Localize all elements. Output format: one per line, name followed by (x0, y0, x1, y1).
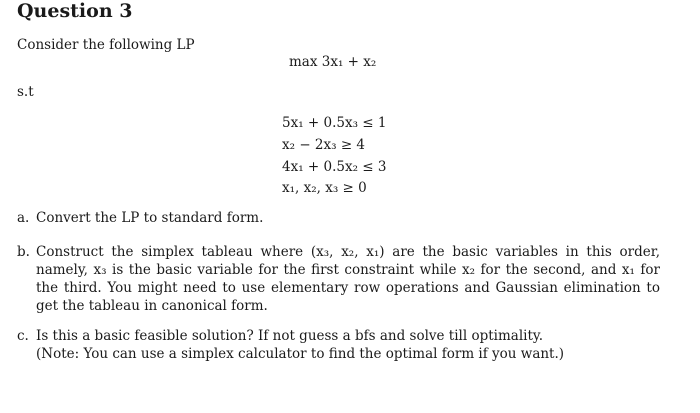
part-b-label: b. (17, 244, 30, 260)
question-title: Question 3 (17, 0, 133, 22)
part-a (17, 209, 660, 227)
intro-text: Consider the following LP (17, 37, 195, 53)
part-a-label: a. (17, 210, 30, 226)
part-c (17, 327, 660, 363)
constraint-2: x₂ − 2x₃ ≥ 4 (282, 137, 366, 153)
nonnegativity-constraint: x₁, x₂, x₃ ≥ 0 (282, 180, 367, 196)
subject-to-label: s.t (17, 84, 34, 100)
part-c-text: Is this a basic feasible solution? If not guess a bfs and solve till optimality. (36, 328, 544, 344)
part-c-note: (Note: You can use a simplex calculator to find the optimal form if you want.) (36, 346, 565, 362)
part-a-text: Convert the LP to standard form. (36, 210, 264, 226)
objective-function: max 3x₁ + x₂ (289, 54, 377, 70)
part-c-label: c. (17, 328, 29, 344)
constraint-1: 5x₁ + 0.5x₃ ≤ 1 (282, 115, 387, 131)
part-b (17, 243, 660, 315)
constraint-3: 4x₁ + 0.5x₂ ≤ 3 (282, 159, 387, 175)
part-b-text: Construct the simplex tableau where (x₃, x₂, x₁) are the basic variables in this order, namely, x₃ is the basic variable for the first constraint while x₂ for the second, and x₁ for the third. You might need to use elementary row operations and Gaussian elimination to get the tableau in canonical form. (36, 244, 660, 314)
